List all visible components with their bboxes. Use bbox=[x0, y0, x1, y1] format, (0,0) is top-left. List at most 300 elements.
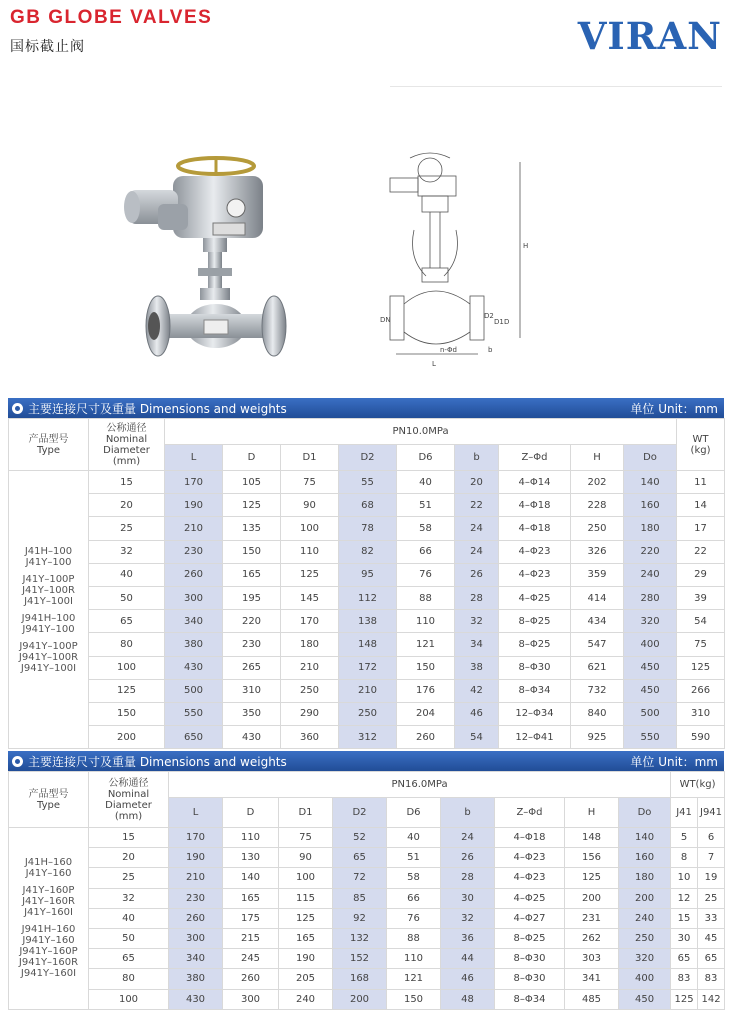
table-cell: 40 bbox=[397, 471, 455, 494]
nominal-diameter-header: 公称通径 Nominal Diameter (mm) bbox=[89, 419, 165, 471]
table-row bbox=[9, 610, 725, 633]
table-cell: 160 bbox=[619, 848, 671, 868]
nominal-diameter-cell: 200 bbox=[89, 726, 165, 749]
type-name: J41Y–160I bbox=[24, 907, 73, 919]
table-cell: 148 bbox=[565, 828, 619, 848]
table-cell: 4–Φ18 bbox=[499, 494, 571, 517]
table-cell: 8–Φ30 bbox=[495, 969, 565, 989]
table-cell: 25 bbox=[698, 888, 725, 908]
table-cell: 22 bbox=[455, 494, 499, 517]
nominal-diameter-cell: 20 bbox=[89, 494, 165, 517]
table-cell: 8 bbox=[671, 848, 698, 868]
table-cell: 4–Φ23 bbox=[499, 540, 571, 563]
dim-d-label: D bbox=[504, 318, 510, 326]
type-name: J941Y–160 bbox=[22, 935, 75, 947]
table-cell: 210 bbox=[165, 517, 223, 540]
table-cell: 732 bbox=[571, 679, 624, 702]
table-cell: 8–Φ30 bbox=[499, 656, 571, 679]
table-cell: 54 bbox=[455, 726, 499, 749]
weight-column-header: J941 bbox=[698, 798, 725, 828]
table-cell: 260 bbox=[165, 563, 223, 586]
table-cell: 55 bbox=[339, 471, 397, 494]
column-header: b bbox=[455, 445, 499, 471]
table-cell: 72 bbox=[333, 868, 387, 888]
table-row bbox=[9, 633, 725, 656]
table-cell: 240 bbox=[619, 908, 671, 928]
table-cell: 8–Φ25 bbox=[499, 633, 571, 656]
table-cell: 110 bbox=[397, 610, 455, 633]
type-name: J41Y–100 bbox=[25, 556, 72, 568]
table-cell: 180 bbox=[281, 633, 339, 656]
table-cell: 125 bbox=[281, 563, 339, 586]
nominal-diameter-cell: 25 bbox=[89, 868, 169, 888]
table-cell: 12 bbox=[671, 888, 698, 908]
table-cell: 140 bbox=[223, 868, 279, 888]
table-row bbox=[9, 494, 725, 517]
table-cell: 24 bbox=[455, 540, 499, 563]
table-cell: 266 bbox=[677, 679, 725, 702]
table-cell: 340 bbox=[169, 949, 223, 969]
table-cell: 8–Φ34 bbox=[499, 679, 571, 702]
table-row bbox=[9, 517, 725, 540]
dimensions-table-pn10 bbox=[8, 398, 724, 749]
table-cell: 12–Φ41 bbox=[499, 726, 571, 749]
column-header: Do bbox=[624, 445, 677, 471]
nominal-diameter-cell: 80 bbox=[89, 969, 169, 989]
table-cell: 200 bbox=[565, 888, 619, 908]
table-cell: 115 bbox=[279, 888, 333, 908]
type-group bbox=[9, 885, 88, 918]
type-header: 产品型号 Type bbox=[9, 419, 89, 471]
table-cell: 30 bbox=[671, 928, 698, 948]
table-cell: 260 bbox=[169, 908, 223, 928]
table-cell: 190 bbox=[169, 848, 223, 868]
nominal-diameter-cell: 32 bbox=[89, 888, 169, 908]
table-cell: 230 bbox=[169, 888, 223, 908]
table-cell: 44 bbox=[441, 949, 495, 969]
table-cell: 200 bbox=[333, 989, 387, 1009]
type-name: J41H–100 bbox=[24, 545, 73, 557]
table-cell: 51 bbox=[387, 848, 441, 868]
table-cell: 4–Φ14 bbox=[499, 471, 571, 494]
table-cell: 26 bbox=[441, 848, 495, 868]
table-cell: 180 bbox=[624, 517, 677, 540]
table-cell: 110 bbox=[387, 949, 441, 969]
table-cell: 24 bbox=[441, 828, 495, 848]
bullet-icon bbox=[12, 756, 23, 767]
nominal-diameter-cell: 25 bbox=[89, 517, 165, 540]
pressure-header: PN10.0MPa bbox=[165, 419, 677, 445]
column-header: D1 bbox=[281, 445, 339, 471]
type-header: 产品型号 Type bbox=[9, 772, 89, 828]
type-name: J941Y–100P bbox=[19, 640, 78, 652]
table-cell: 51 bbox=[397, 494, 455, 517]
table-cell: 76 bbox=[397, 563, 455, 586]
table-cell: 19 bbox=[698, 868, 725, 888]
table-cell: 550 bbox=[165, 702, 223, 725]
table-cell: 112 bbox=[339, 586, 397, 609]
table-cell: 170 bbox=[169, 828, 223, 848]
nominal-diameter-cell: 150 bbox=[89, 702, 165, 725]
table-cell: 165 bbox=[279, 928, 333, 948]
table-cell: 262 bbox=[565, 928, 619, 948]
table-cell: 125 bbox=[565, 868, 619, 888]
table-banner bbox=[8, 398, 724, 418]
dim-zd-label: n-Φd bbox=[440, 346, 457, 354]
table-cell: 138 bbox=[339, 610, 397, 633]
table-cell: 341 bbox=[565, 969, 619, 989]
type-name: J41Y–100R bbox=[22, 584, 75, 596]
table-cell: 65 bbox=[333, 848, 387, 868]
table-cell: 4–Φ18 bbox=[495, 828, 565, 848]
table-row bbox=[9, 908, 725, 928]
table-cell: 230 bbox=[223, 633, 281, 656]
table-cell: 4–Φ23 bbox=[495, 868, 565, 888]
table-cell: 4–Φ23 bbox=[499, 563, 571, 586]
table-cell: 180 bbox=[619, 868, 671, 888]
table-cell: 310 bbox=[677, 702, 725, 725]
table-row bbox=[9, 563, 725, 586]
table-cell: 40 bbox=[387, 828, 441, 848]
table-cell: 58 bbox=[397, 517, 455, 540]
type-name: J41H–160 bbox=[24, 857, 73, 869]
type-name: J941Y–100R bbox=[18, 651, 79, 663]
nominal-diameter-cell: 125 bbox=[89, 679, 165, 702]
column-header: Do bbox=[619, 798, 671, 828]
table-cell: 250 bbox=[619, 928, 671, 948]
table-cell: 160 bbox=[624, 494, 677, 517]
type-cell bbox=[9, 828, 89, 1010]
table-row bbox=[9, 828, 725, 848]
table-cell: 250 bbox=[281, 679, 339, 702]
table-row bbox=[9, 656, 725, 679]
table-cell: 430 bbox=[165, 656, 223, 679]
table-cell: 290 bbox=[281, 702, 339, 725]
table-cell: 36 bbox=[441, 928, 495, 948]
table-cell: 434 bbox=[571, 610, 624, 633]
table-cell: 38 bbox=[455, 656, 499, 679]
table-cell: 310 bbox=[223, 679, 281, 702]
table-cell: 450 bbox=[624, 656, 677, 679]
table-cell: 45 bbox=[698, 928, 725, 948]
table-cell: 121 bbox=[387, 969, 441, 989]
table-cell: 210 bbox=[169, 868, 223, 888]
weight-column-header: J41 bbox=[671, 798, 698, 828]
table-cell: 195 bbox=[223, 586, 281, 609]
table-cell: 22 bbox=[677, 540, 725, 563]
table-cell: 590 bbox=[677, 726, 725, 749]
nominal-diameter-cell: 15 bbox=[89, 828, 169, 848]
table-cell: 75 bbox=[279, 828, 333, 848]
column-header: D6 bbox=[397, 445, 455, 471]
table-cell: 24 bbox=[455, 517, 499, 540]
table-cell: 28 bbox=[441, 868, 495, 888]
table-cell: 326 bbox=[571, 540, 624, 563]
table-cell: 359 bbox=[571, 563, 624, 586]
table-cell: 210 bbox=[281, 656, 339, 679]
table-row bbox=[9, 949, 725, 969]
table-cell: 14 bbox=[677, 494, 725, 517]
table-cell: 125 bbox=[671, 989, 698, 1009]
banner-title: 主要连接尺寸及重量 Dimensions and weights bbox=[28, 754, 287, 769]
table-cell: 145 bbox=[281, 586, 339, 609]
table-cell: 300 bbox=[165, 586, 223, 609]
nominal-diameter-cell: 40 bbox=[89, 563, 165, 586]
dim-b-label: b bbox=[488, 346, 493, 354]
table-cell: 260 bbox=[397, 726, 455, 749]
table-cell: 925 bbox=[571, 726, 624, 749]
table-cell: 148 bbox=[339, 633, 397, 656]
type-group bbox=[9, 641, 88, 674]
type-name: J41Y–100P bbox=[22, 573, 75, 585]
nominal-diameter-cell: 40 bbox=[89, 908, 169, 928]
table-cell: 130 bbox=[223, 848, 279, 868]
type-cell bbox=[9, 471, 89, 749]
table-row bbox=[9, 471, 725, 494]
table-cell: 20 bbox=[455, 471, 499, 494]
column-header: D6 bbox=[387, 798, 441, 828]
table-cell: 32 bbox=[455, 610, 499, 633]
table-cell: 500 bbox=[165, 679, 223, 702]
table-cell: 172 bbox=[339, 656, 397, 679]
table-cell: 26 bbox=[455, 563, 499, 586]
table-cell: 150 bbox=[387, 989, 441, 1009]
table-cell: 650 bbox=[165, 726, 223, 749]
table-cell: 135 bbox=[223, 517, 281, 540]
type-group bbox=[9, 546, 88, 568]
table-cell: 12–Φ34 bbox=[499, 702, 571, 725]
table-cell: 66 bbox=[397, 540, 455, 563]
table-cell: 547 bbox=[571, 633, 624, 656]
table-cell: 140 bbox=[624, 471, 677, 494]
table-cell: 140 bbox=[619, 828, 671, 848]
table-cell: 4–Φ23 bbox=[495, 848, 565, 868]
table-cell: 170 bbox=[281, 610, 339, 633]
table-cell: 190 bbox=[165, 494, 223, 517]
nominal-diameter-cell: 100 bbox=[89, 989, 169, 1009]
column-header: H bbox=[565, 798, 619, 828]
table-cell: 250 bbox=[339, 702, 397, 725]
table-cell: 8–Φ34 bbox=[495, 989, 565, 1009]
type-name: J941Y–160R bbox=[18, 957, 79, 969]
table-cell: 8–Φ30 bbox=[495, 949, 565, 969]
type-name: J941H–100 bbox=[21, 612, 76, 624]
table-cell: 205 bbox=[279, 969, 333, 989]
nominal-diameter-cell: 65 bbox=[89, 610, 165, 633]
type-group bbox=[9, 857, 88, 879]
table-row bbox=[9, 989, 725, 1009]
table-cell: 125 bbox=[677, 656, 725, 679]
dim-dn-label: DN bbox=[380, 316, 391, 324]
header-divider bbox=[390, 86, 722, 87]
unit-label: 单位 Unit：mm bbox=[630, 401, 718, 416]
column-header: Z–Φd bbox=[499, 445, 571, 471]
table-cell: 42 bbox=[455, 679, 499, 702]
nominal-diameter-cell: 20 bbox=[89, 848, 169, 868]
table-cell: 15 bbox=[671, 908, 698, 928]
table-cell: 450 bbox=[624, 679, 677, 702]
table-cell: 360 bbox=[281, 726, 339, 749]
table-cell: 430 bbox=[223, 726, 281, 749]
table-cell: 68 bbox=[339, 494, 397, 517]
table-cell: 380 bbox=[169, 969, 223, 989]
type-group bbox=[9, 924, 88, 979]
unit-label: 单位 Unit：mm bbox=[630, 754, 718, 769]
table-cell: 54 bbox=[677, 610, 725, 633]
type-name: J41Y–160R bbox=[22, 896, 75, 908]
table-cell: 92 bbox=[333, 908, 387, 928]
table-cell: 90 bbox=[279, 848, 333, 868]
banner-title: 主要连接尺寸及重量 Dimensions and weights bbox=[28, 401, 287, 416]
table-cell: 39 bbox=[677, 586, 725, 609]
table-cell: 125 bbox=[223, 494, 281, 517]
column-header: D1 bbox=[279, 798, 333, 828]
table-cell: 46 bbox=[441, 969, 495, 989]
table-cell: 303 bbox=[565, 949, 619, 969]
dim-d1-label: D1 bbox=[494, 318, 504, 326]
table-cell: 65 bbox=[698, 949, 725, 969]
type-group bbox=[9, 574, 88, 607]
type-name: J941Y–160I bbox=[20, 968, 77, 980]
column-header: L bbox=[165, 445, 223, 471]
table-cell: 300 bbox=[169, 928, 223, 948]
table-cell: 168 bbox=[333, 969, 387, 989]
table-row bbox=[9, 848, 725, 868]
valve-photo bbox=[118, 148, 298, 370]
table-cell: 210 bbox=[339, 679, 397, 702]
table-cell: 170 bbox=[165, 471, 223, 494]
table-cell: 380 bbox=[165, 633, 223, 656]
table-cell: 4–Φ25 bbox=[499, 586, 571, 609]
table-cell: 66 bbox=[387, 888, 441, 908]
table-row bbox=[9, 969, 725, 989]
dimensions-table-pn16 bbox=[8, 751, 724, 1010]
table-cell: 46 bbox=[455, 702, 499, 725]
table-cell: 250 bbox=[571, 517, 624, 540]
table-cell: 110 bbox=[223, 828, 279, 848]
table-cell: 176 bbox=[397, 679, 455, 702]
table-cell: 340 bbox=[165, 610, 223, 633]
valve-dimension-drawing bbox=[370, 148, 550, 370]
column-header: D bbox=[223, 798, 279, 828]
table-cell: 110 bbox=[281, 540, 339, 563]
table-cell: 228 bbox=[571, 494, 624, 517]
table-cell: 240 bbox=[624, 563, 677, 586]
column-header: D bbox=[223, 445, 281, 471]
nominal-diameter-cell: 80 bbox=[89, 633, 165, 656]
table-cell: 30 bbox=[441, 888, 495, 908]
table-cell: 48 bbox=[441, 989, 495, 1009]
table-cell: 500 bbox=[624, 702, 677, 725]
table-cell: 28 bbox=[455, 586, 499, 609]
table-cell: 4–Φ18 bbox=[499, 517, 571, 540]
table-cell: 265 bbox=[223, 656, 281, 679]
table-cell: 8–Φ25 bbox=[499, 610, 571, 633]
type-name: J941Y–100I bbox=[20, 662, 77, 674]
table-cell: 58 bbox=[387, 868, 441, 888]
table-cell: 152 bbox=[333, 949, 387, 969]
table-cell: 75 bbox=[281, 471, 339, 494]
table-cell: 82 bbox=[339, 540, 397, 563]
type-name: J41Y–160 bbox=[25, 868, 72, 880]
nominal-diameter-cell: 65 bbox=[89, 949, 169, 969]
bullet-icon bbox=[12, 403, 23, 414]
table-cell: 320 bbox=[619, 949, 671, 969]
table-cell: 220 bbox=[223, 610, 281, 633]
table-cell: 190 bbox=[279, 949, 333, 969]
table-cell: 260 bbox=[223, 969, 279, 989]
table-cell: 76 bbox=[387, 908, 441, 928]
table-cell: 165 bbox=[223, 888, 279, 908]
table-row bbox=[9, 586, 725, 609]
table-cell: 312 bbox=[339, 726, 397, 749]
type-name: J41Y–160P bbox=[22, 885, 75, 897]
table-cell: 840 bbox=[571, 702, 624, 725]
table-cell: 150 bbox=[223, 540, 281, 563]
table-cell: 175 bbox=[223, 908, 279, 928]
table-cell: 400 bbox=[624, 633, 677, 656]
table-cell: 202 bbox=[571, 471, 624, 494]
catalog-title: GB GLOBE VALVES bbox=[10, 7, 213, 28]
nominal-diameter-cell: 32 bbox=[89, 540, 165, 563]
type-group bbox=[9, 613, 88, 635]
table-cell: 165 bbox=[223, 563, 281, 586]
table-cell: 85 bbox=[333, 888, 387, 908]
type-name: J941Y–160P bbox=[19, 946, 78, 958]
table-cell: 11 bbox=[677, 471, 725, 494]
table-cell: 6 bbox=[698, 828, 725, 848]
table-row bbox=[9, 928, 725, 948]
table-cell: 8–Φ25 bbox=[495, 928, 565, 948]
table-cell: 621 bbox=[571, 656, 624, 679]
table-cell: 83 bbox=[698, 969, 725, 989]
table-cell: 215 bbox=[223, 928, 279, 948]
table-cell: 100 bbox=[281, 517, 339, 540]
type-name: J941Y–100 bbox=[22, 623, 75, 635]
pressure-header: PN16.0MPa bbox=[169, 772, 671, 798]
table-cell: 4–Φ25 bbox=[495, 888, 565, 908]
table-row bbox=[9, 726, 725, 749]
brand-logo: VIRAN bbox=[577, 14, 722, 58]
table-cell: 121 bbox=[397, 633, 455, 656]
nominal-diameter-cell: 15 bbox=[89, 471, 165, 494]
table-cell: 156 bbox=[565, 848, 619, 868]
type-name: J41Y–100I bbox=[24, 595, 73, 607]
table-cell: 485 bbox=[565, 989, 619, 1009]
nominal-diameter-header: 公称通径 Nominal Diameter (mm) bbox=[89, 772, 169, 828]
table-row bbox=[9, 540, 725, 563]
table-cell: 150 bbox=[397, 656, 455, 679]
table-cell: 5 bbox=[671, 828, 698, 848]
nominal-diameter-cell: 50 bbox=[89, 928, 169, 948]
table-row bbox=[9, 868, 725, 888]
table-cell: 142 bbox=[698, 989, 725, 1009]
table-cell: 125 bbox=[279, 908, 333, 928]
table-cell: 34 bbox=[455, 633, 499, 656]
dim-l-label: L bbox=[432, 360, 436, 368]
nominal-diameter-cell: 50 bbox=[89, 586, 165, 609]
table-cell: 7 bbox=[698, 848, 725, 868]
table-cell: 105 bbox=[223, 471, 281, 494]
table-cell: 280 bbox=[624, 586, 677, 609]
table-cell: 230 bbox=[165, 540, 223, 563]
weight-header: WT (kg) bbox=[677, 419, 725, 471]
table-cell: 10 bbox=[671, 868, 698, 888]
table-cell: 220 bbox=[624, 540, 677, 563]
column-header: D2 bbox=[333, 798, 387, 828]
table-cell: 245 bbox=[223, 949, 279, 969]
table-cell: 550 bbox=[624, 726, 677, 749]
